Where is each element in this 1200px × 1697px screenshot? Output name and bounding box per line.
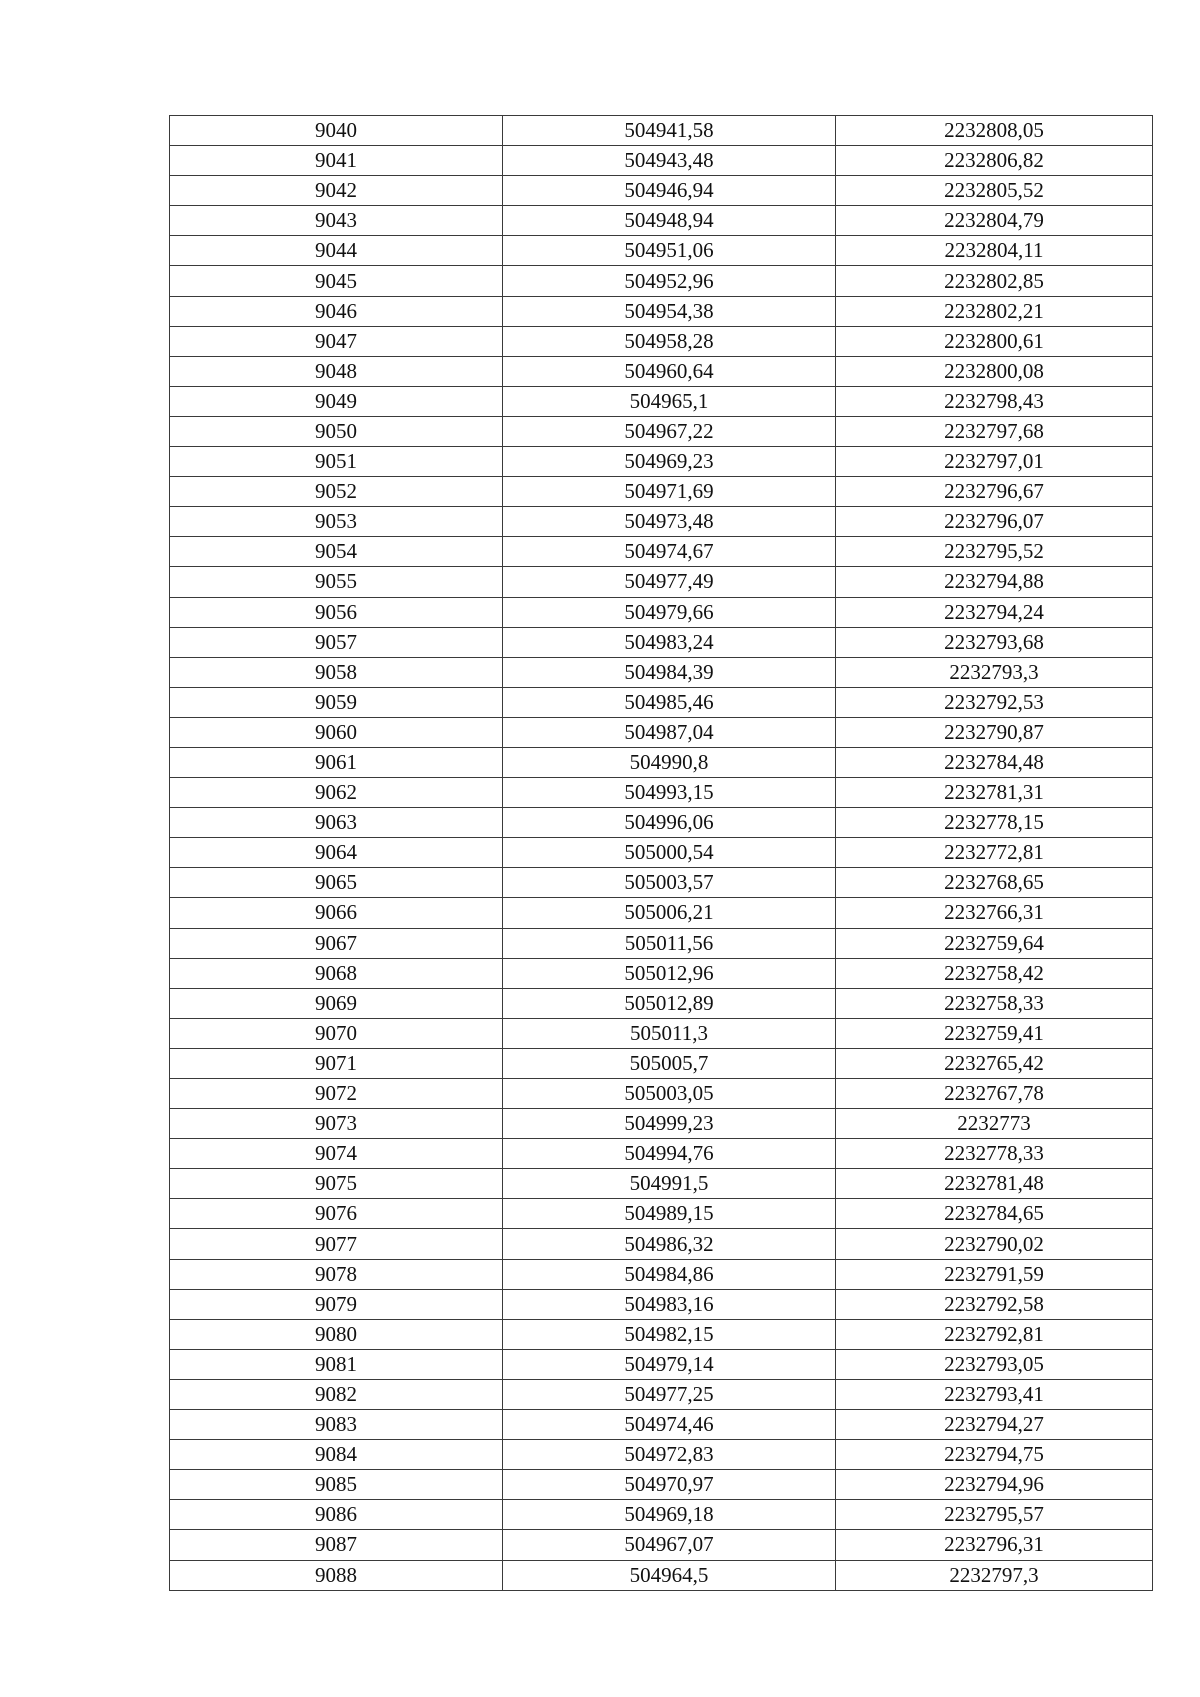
- point-number-cell: 9043: [170, 206, 503, 236]
- point-number-cell: 9087: [170, 1530, 503, 1560]
- table-row: [170, 1048, 1153, 1078]
- y-coordinate-cell: 2232805,52: [836, 176, 1153, 206]
- x-coordinate-cell: 504973,48: [503, 507, 836, 537]
- table-row: [170, 928, 1153, 958]
- point-number-cell: 9067: [170, 928, 503, 958]
- point-number-cell: 9061: [170, 747, 503, 777]
- point-number-cell: 9076: [170, 1199, 503, 1229]
- point-number-cell: 9055: [170, 567, 503, 597]
- point-number-cell: 9075: [170, 1169, 503, 1199]
- y-coordinate-cell: 2232794,96: [836, 1470, 1153, 1500]
- y-coordinate-cell: 2232795,52: [836, 537, 1153, 567]
- table-row: [170, 687, 1153, 717]
- point-number-cell: 9050: [170, 416, 503, 446]
- point-number-cell: 9073: [170, 1109, 503, 1139]
- x-coordinate-cell: 504987,04: [503, 717, 836, 747]
- table-row: [170, 1109, 1153, 1139]
- point-number-cell: 9042: [170, 176, 503, 206]
- table-row: [170, 206, 1153, 236]
- y-coordinate-cell: 2232793,3: [836, 657, 1153, 687]
- point-number-cell: 9083: [170, 1410, 503, 1440]
- table-row: [170, 507, 1153, 537]
- x-coordinate-cell: 504970,97: [503, 1470, 836, 1500]
- point-number-cell: 9058: [170, 657, 503, 687]
- point-number-cell: 9065: [170, 868, 503, 898]
- x-coordinate-cell: 504960,64: [503, 356, 836, 386]
- point-number-cell: 9056: [170, 597, 503, 627]
- table-row: [170, 477, 1153, 507]
- y-coordinate-cell: 2232759,41: [836, 1018, 1153, 1048]
- y-coordinate-cell: 2232773: [836, 1109, 1153, 1139]
- y-coordinate-cell: 2232800,08: [836, 356, 1153, 386]
- x-coordinate-cell: 504979,66: [503, 597, 836, 627]
- y-coordinate-cell: 2232784,65: [836, 1199, 1153, 1229]
- x-coordinate-cell: 504999,23: [503, 1109, 836, 1139]
- table-row: [170, 176, 1153, 206]
- table-row: [170, 988, 1153, 1018]
- table-row: [170, 416, 1153, 446]
- table-row: [170, 386, 1153, 416]
- table-row: [170, 116, 1153, 146]
- x-coordinate-cell: 504979,14: [503, 1349, 836, 1379]
- y-coordinate-cell: 2232758,33: [836, 988, 1153, 1018]
- x-coordinate-cell: 504943,48: [503, 146, 836, 176]
- x-coordinate-cell: 505012,89: [503, 988, 836, 1018]
- point-number-cell: 9064: [170, 838, 503, 868]
- y-coordinate-cell: 2232796,67: [836, 477, 1153, 507]
- table-row: [170, 1379, 1153, 1409]
- table-row: [170, 1259, 1153, 1289]
- table-row: [170, 657, 1153, 687]
- y-coordinate-cell: 2232796,07: [836, 507, 1153, 537]
- y-coordinate-cell: 2232790,87: [836, 717, 1153, 747]
- table-row: [170, 1289, 1153, 1319]
- point-number-cell: 9051: [170, 447, 503, 477]
- x-coordinate-cell: 504971,69: [503, 477, 836, 507]
- table-row: [170, 1169, 1153, 1199]
- y-coordinate-cell: 2232794,24: [836, 597, 1153, 627]
- y-coordinate-cell: 2232804,79: [836, 206, 1153, 236]
- table-row: [170, 236, 1153, 266]
- point-number-cell: 9054: [170, 537, 503, 567]
- x-coordinate-cell: 504941,58: [503, 116, 836, 146]
- point-number-cell: 9070: [170, 1018, 503, 1048]
- y-coordinate-cell: 2232794,88: [836, 567, 1153, 597]
- point-number-cell: 9046: [170, 296, 503, 326]
- coordinates-table-body: [170, 116, 1153, 1591]
- point-number-cell: 9049: [170, 386, 503, 416]
- y-coordinate-cell: 2232793,41: [836, 1379, 1153, 1409]
- x-coordinate-cell: 504952,96: [503, 266, 836, 296]
- y-coordinate-cell: 2232766,31: [836, 898, 1153, 928]
- x-coordinate-cell: 504946,94: [503, 176, 836, 206]
- y-coordinate-cell: 2232759,64: [836, 928, 1153, 958]
- x-coordinate-cell: 504967,22: [503, 416, 836, 446]
- point-number-cell: 9072: [170, 1079, 503, 1109]
- table-row: [170, 326, 1153, 356]
- y-coordinate-cell: 2232781,31: [836, 778, 1153, 808]
- point-number-cell: 9084: [170, 1440, 503, 1470]
- x-coordinate-cell: 505011,56: [503, 928, 836, 958]
- x-coordinate-cell: 504984,86: [503, 1259, 836, 1289]
- x-coordinate-cell: 504967,07: [503, 1530, 836, 1560]
- x-coordinate-cell: 504972,83: [503, 1440, 836, 1470]
- x-coordinate-cell: 504958,28: [503, 326, 836, 356]
- y-coordinate-cell: 2232784,48: [836, 747, 1153, 777]
- x-coordinate-cell: 504977,25: [503, 1379, 836, 1409]
- x-coordinate-cell: 504985,46: [503, 687, 836, 717]
- point-number-cell: 9081: [170, 1349, 503, 1379]
- point-number-cell: 9068: [170, 958, 503, 988]
- x-coordinate-cell: 504977,49: [503, 567, 836, 597]
- table-row: [170, 597, 1153, 627]
- table-row: [170, 1470, 1153, 1500]
- point-number-cell: 9063: [170, 808, 503, 838]
- point-number-cell: 9079: [170, 1289, 503, 1319]
- point-number-cell: 9057: [170, 627, 503, 657]
- x-coordinate-cell: 504991,5: [503, 1169, 836, 1199]
- point-number-cell: 9040: [170, 116, 503, 146]
- table-row: [170, 1560, 1153, 1590]
- point-number-cell: 9052: [170, 477, 503, 507]
- y-coordinate-cell: 2232795,57: [836, 1500, 1153, 1530]
- y-coordinate-cell: 2232758,42: [836, 958, 1153, 988]
- y-coordinate-cell: 2232802,85: [836, 266, 1153, 296]
- y-coordinate-cell: 2232792,53: [836, 687, 1153, 717]
- table-row: [170, 1139, 1153, 1169]
- x-coordinate-cell: 504983,24: [503, 627, 836, 657]
- point-number-cell: 9045: [170, 266, 503, 296]
- table-row: [170, 1199, 1153, 1229]
- x-coordinate-cell: 504984,39: [503, 657, 836, 687]
- y-coordinate-cell: 2232793,68: [836, 627, 1153, 657]
- table-row: [170, 567, 1153, 597]
- table-row: [170, 1229, 1153, 1259]
- y-coordinate-cell: 2232768,65: [836, 868, 1153, 898]
- x-coordinate-cell: 504983,16: [503, 1289, 836, 1319]
- table-row: [170, 296, 1153, 326]
- x-coordinate-cell: 504986,32: [503, 1229, 836, 1259]
- x-coordinate-cell: 504969,23: [503, 447, 836, 477]
- table-row: [170, 266, 1153, 296]
- point-number-cell: 9088: [170, 1560, 503, 1590]
- point-number-cell: 9085: [170, 1470, 503, 1500]
- table-row: [170, 958, 1153, 988]
- y-coordinate-cell: 2232778,33: [836, 1139, 1153, 1169]
- y-coordinate-cell: 2232797,01: [836, 447, 1153, 477]
- table-row: [170, 868, 1153, 898]
- x-coordinate-cell: 504989,15: [503, 1199, 836, 1229]
- y-coordinate-cell: 2232797,68: [836, 416, 1153, 446]
- table-row: [170, 1319, 1153, 1349]
- table-row: [170, 1530, 1153, 1560]
- y-coordinate-cell: 2232792,81: [836, 1319, 1153, 1349]
- y-coordinate-cell: 2232781,48: [836, 1169, 1153, 1199]
- x-coordinate-cell: 504948,94: [503, 206, 836, 236]
- y-coordinate-cell: 2232800,61: [836, 326, 1153, 356]
- point-number-cell: 9074: [170, 1139, 503, 1169]
- table-row: [170, 1349, 1153, 1379]
- point-number-cell: 9047: [170, 326, 503, 356]
- table-row: [170, 898, 1153, 928]
- point-number-cell: 9060: [170, 717, 503, 747]
- coordinates-table: [169, 115, 1153, 1591]
- y-coordinate-cell: 2232806,82: [836, 146, 1153, 176]
- table-row: [170, 1018, 1153, 1048]
- point-number-cell: 9071: [170, 1048, 503, 1078]
- x-coordinate-cell: 504994,76: [503, 1139, 836, 1169]
- y-coordinate-cell: 2232796,31: [836, 1530, 1153, 1560]
- y-coordinate-cell: 2232765,42: [836, 1048, 1153, 1078]
- y-coordinate-cell: 2232792,58: [836, 1289, 1153, 1319]
- x-coordinate-cell: 505011,3: [503, 1018, 836, 1048]
- y-coordinate-cell: 2232794,27: [836, 1410, 1153, 1440]
- table-row: [170, 146, 1153, 176]
- point-number-cell: 9044: [170, 236, 503, 266]
- point-number-cell: 9082: [170, 1379, 503, 1409]
- y-coordinate-cell: 2232798,43: [836, 386, 1153, 416]
- x-coordinate-cell: 505003,57: [503, 868, 836, 898]
- x-coordinate-cell: 504990,8: [503, 747, 836, 777]
- y-coordinate-cell: 2232802,21: [836, 296, 1153, 326]
- y-coordinate-cell: 2232808,05: [836, 116, 1153, 146]
- y-coordinate-cell: 2232767,78: [836, 1079, 1153, 1109]
- table-row: [170, 1079, 1153, 1109]
- y-coordinate-cell: 2232804,11: [836, 236, 1153, 266]
- table-row: [170, 1500, 1153, 1530]
- table-row: [170, 537, 1153, 567]
- point-number-cell: 9062: [170, 778, 503, 808]
- point-number-cell: 9053: [170, 507, 503, 537]
- table-row: [170, 627, 1153, 657]
- x-coordinate-cell: 504974,46: [503, 1410, 836, 1440]
- point-number-cell: 9080: [170, 1319, 503, 1349]
- table-row: [170, 356, 1153, 386]
- y-coordinate-cell: 2232793,05: [836, 1349, 1153, 1379]
- x-coordinate-cell: 505006,21: [503, 898, 836, 928]
- y-coordinate-cell: 2232797,3: [836, 1560, 1153, 1590]
- point-number-cell: 9041: [170, 146, 503, 176]
- x-coordinate-cell: 504996,06: [503, 808, 836, 838]
- x-coordinate-cell: 504974,67: [503, 537, 836, 567]
- x-coordinate-cell: 504965,1: [503, 386, 836, 416]
- x-coordinate-cell: 504964,5: [503, 1560, 836, 1590]
- x-coordinate-cell: 505003,05: [503, 1079, 836, 1109]
- table-row: [170, 747, 1153, 777]
- point-number-cell: 9077: [170, 1229, 503, 1259]
- y-coordinate-cell: 2232790,02: [836, 1229, 1153, 1259]
- point-number-cell: 9069: [170, 988, 503, 1018]
- x-coordinate-cell: 505000,54: [503, 838, 836, 868]
- point-number-cell: 9078: [170, 1259, 503, 1289]
- table-row: [170, 808, 1153, 838]
- point-number-cell: 9066: [170, 898, 503, 928]
- table-row: [170, 1410, 1153, 1440]
- y-coordinate-cell: 2232772,81: [836, 838, 1153, 868]
- x-coordinate-cell: 504954,38: [503, 296, 836, 326]
- point-number-cell: 9086: [170, 1500, 503, 1530]
- table-row: [170, 1440, 1153, 1470]
- y-coordinate-cell: 2232794,75: [836, 1440, 1153, 1470]
- x-coordinate-cell: 504969,18: [503, 1500, 836, 1530]
- x-coordinate-cell: 504951,06: [503, 236, 836, 266]
- table-row: [170, 717, 1153, 747]
- x-coordinate-cell: 504993,15: [503, 778, 836, 808]
- table-row: [170, 447, 1153, 477]
- x-coordinate-cell: 505005,7: [503, 1048, 836, 1078]
- point-number-cell: 9059: [170, 687, 503, 717]
- table-row: [170, 778, 1153, 808]
- x-coordinate-cell: 504982,15: [503, 1319, 836, 1349]
- x-coordinate-cell: 505012,96: [503, 958, 836, 988]
- point-number-cell: 9048: [170, 356, 503, 386]
- table-row: [170, 838, 1153, 868]
- y-coordinate-cell: 2232778,15: [836, 808, 1153, 838]
- y-coordinate-cell: 2232791,59: [836, 1259, 1153, 1289]
